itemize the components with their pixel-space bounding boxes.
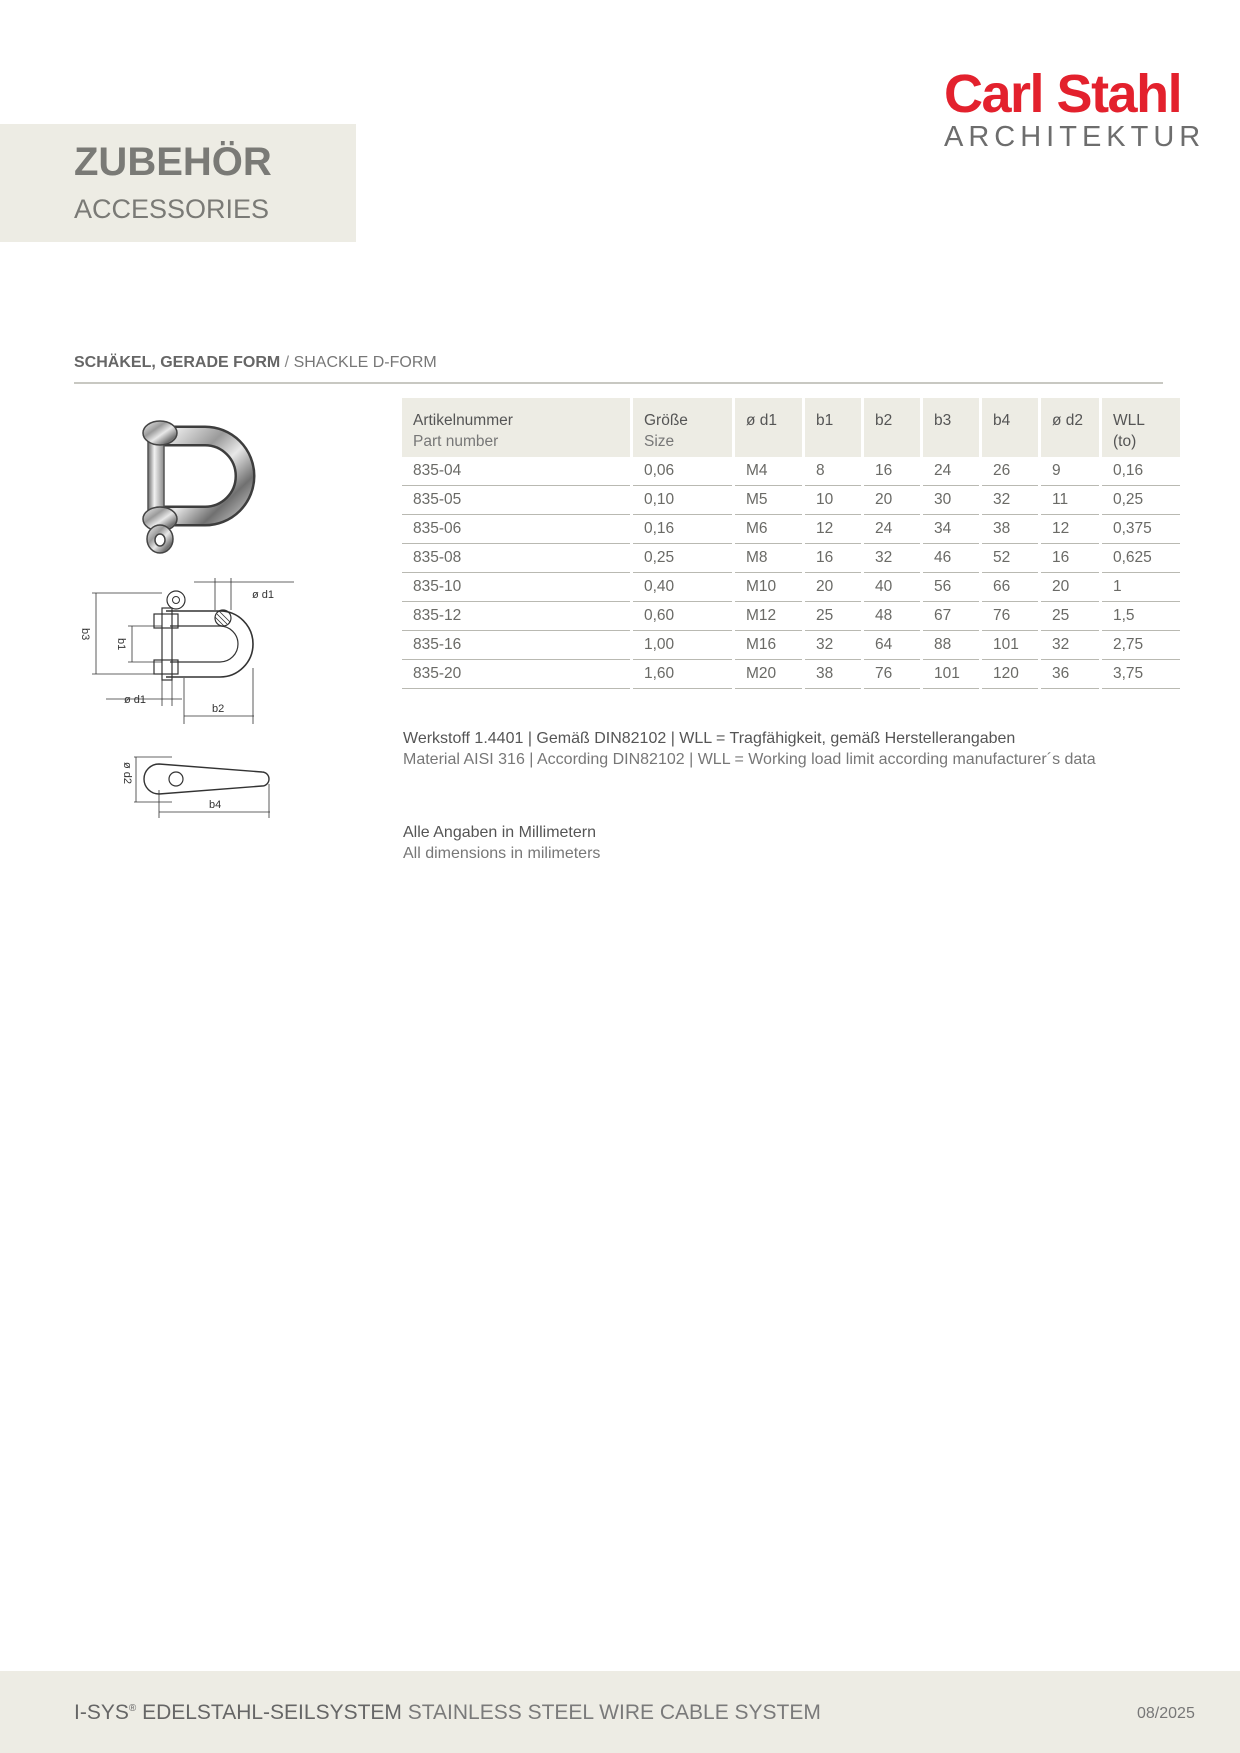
brand-subtitle: ARCHITEKTUR bbox=[944, 121, 1206, 153]
section-title bbox=[74, 354, 437, 372]
footer-date: 08/2025 bbox=[1137, 1705, 1195, 1722]
material-note-de: Werkstoff 1.4401 | Gemäß DIN82102 | WLL = Tragfähigkeit, gemäß Herstellerangaben bbox=[403, 730, 1016, 747]
section-title-en: SHACKLE D-FORM bbox=[293, 354, 437, 371]
material-note bbox=[403, 729, 1163, 770]
table-row: 835-06 0,16 M6 12 24 34 38 12 0,375 bbox=[402, 515, 1180, 544]
footer-brand: I-SYS bbox=[74, 1701, 129, 1724]
label-b4: b4 bbox=[209, 799, 222, 811]
col-b4: b4 bbox=[982, 398, 1038, 457]
col-size: Größe Size bbox=[633, 398, 732, 457]
table-row: 835-20 1,60 M20 38 76 101 120 36 3,75 bbox=[402, 660, 1180, 689]
label-b1: b1 bbox=[115, 638, 127, 651]
footer-registered-mark: ® bbox=[128, 1703, 137, 1714]
page-header bbox=[0, 124, 356, 242]
col-b2: b2 bbox=[864, 398, 920, 457]
section-title-de: SCHÄKEL, GERADE FORM bbox=[74, 354, 281, 371]
dimensions-note bbox=[403, 823, 1163, 864]
footer-title-en: STAINLESS STEEL WIRE CABLE SYSTEM bbox=[401, 1701, 821, 1724]
table-header-row bbox=[402, 398, 1180, 457]
label-d1-top: ø d1 bbox=[252, 589, 275, 601]
col-wll: WLL (to) bbox=[1102, 398, 1180, 457]
footer-title bbox=[74, 1701, 821, 1725]
col-b1: b1 bbox=[805, 398, 861, 457]
spec-table bbox=[399, 398, 1183, 689]
dimensions-note-de: Alle Angaben in Millimetern bbox=[403, 824, 596, 841]
shackle-drawing-side bbox=[74, 578, 304, 730]
col-d1: ø d1 bbox=[735, 398, 802, 457]
col-part-number: Artikelnummer Part number bbox=[402, 398, 630, 457]
brand-name: Carl Stahl bbox=[944, 64, 1182, 124]
table-row: 835-12 0,60 M12 25 48 67 76 25 1,5 bbox=[402, 602, 1180, 631]
table-row: 835-10 0,40 M10 20 40 56 66 20 1 bbox=[402, 573, 1180, 602]
table-row: 835-04 0,06 M4 8 16 24 26 9 0,16 bbox=[402, 457, 1180, 486]
shackle-drawing-pin bbox=[112, 750, 272, 820]
page-title: ZUBEHÖR bbox=[74, 140, 272, 184]
label-d1-bottom: ø d1 bbox=[124, 694, 147, 706]
col-b3: b3 bbox=[923, 398, 979, 457]
dimensions-note-en: All dimensions in milimeters bbox=[403, 844, 601, 862]
footer-title-de: EDELSTAHL-SEILSYSTEM bbox=[136, 1701, 402, 1724]
label-b3: b3 bbox=[79, 628, 91, 641]
section-divider bbox=[74, 382, 1163, 384]
col-d2: ø d2 bbox=[1041, 398, 1099, 457]
page-footer bbox=[0, 1671, 1240, 1753]
shackle-photo bbox=[130, 416, 280, 558]
table-row: 835-05 0,10 M5 10 20 30 32 11 0,25 bbox=[402, 486, 1180, 515]
label-b2: b2 bbox=[212, 703, 225, 715]
label-d2: ø d2 bbox=[121, 762, 133, 785]
page-subtitle: ACCESSORIES bbox=[74, 194, 270, 224]
table-body bbox=[402, 457, 1180, 689]
table-row: 835-16 1,00 M16 32 64 88 101 32 2,75 bbox=[402, 631, 1180, 660]
section-title-separator: / bbox=[280, 354, 294, 371]
table-row: 835-08 0,25 M8 16 32 46 52 16 0,625 bbox=[402, 544, 1180, 573]
material-note-en: Material AISI 316 | According DIN82102 | WLL = Working load limit according manufacturer´s data bbox=[403, 750, 1096, 768]
brand-logo bbox=[944, 64, 1206, 153]
